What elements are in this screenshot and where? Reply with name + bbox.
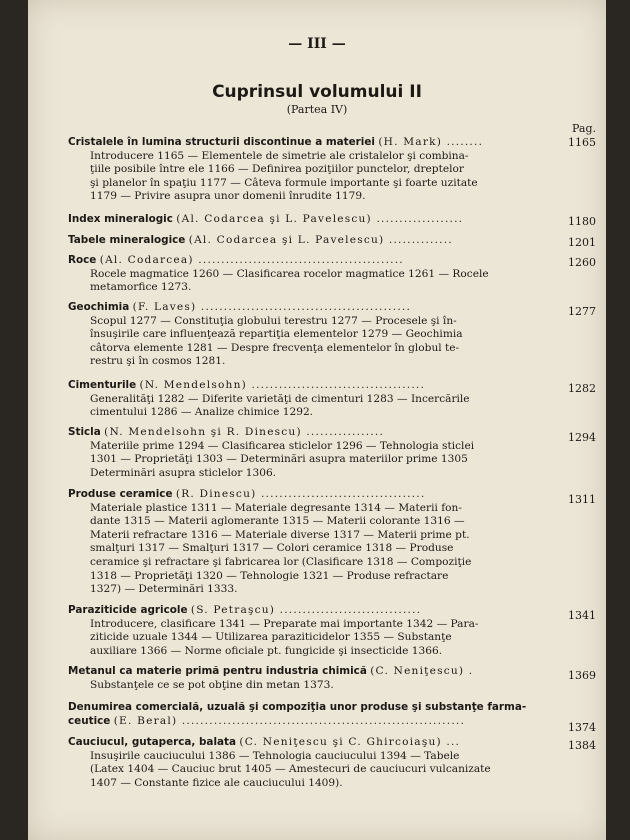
entry-detail-line: auxiliare 1366 — Norme oficiale pt. fungicide şi insecticide 1366.	[90, 644, 443, 657]
entry-detail-line: câtorva elemente 1281 — Despre frecvenţa elementelor în globul te-	[90, 341, 460, 354]
entry-author: (F. Laves) ..............................................	[132, 301, 412, 313]
entry-author: (C. Neniţescu şi C. Ghircoiaşu) ...	[239, 736, 461, 748]
contents-title: Cuprinsul volumului II	[212, 82, 422, 102]
entry-detail-line: Rocele magmatice 1260 — Clasificarea rocelor magmatice 1261 — Rocele	[90, 267, 489, 280]
entry-detail-line: Introducere 1165 — Elementele de simetrie ale cristalelor şi combina-	[90, 149, 469, 162]
entry-detail-line: Scopul 1277 — Constituţia globului terestru 1277 — Procesele şi în-	[90, 314, 457, 327]
entry-detail-line: Generalităţi 1282 — Diferite varietăţi de cimenturi 1283 — Incercările	[90, 392, 470, 405]
book-page	[28, 0, 606, 840]
entry-title-continuation: ceutice	[68, 714, 111, 727]
entry-author: (Al. Codarcea) .............................................	[99, 254, 404, 266]
entry-page-number: 1374	[568, 721, 596, 734]
entry-detail-line: Materiale plastice 1311 — Materiale degresante 1314 — Materii fon-	[90, 501, 462, 514]
entry-author: (N. Mendelsohn şi R. Dinescu) .................	[104, 426, 385, 438]
entry-author: (N. Mendelsohn) ......................................	[139, 379, 426, 391]
toc-entry-cauciucul	[68, 736, 538, 790]
toc-entry-index-mineralogic	[68, 213, 538, 227]
toc-entry-tabele-mineralogice	[68, 234, 538, 248]
entry-detail-line: şi planelor în spaţiu 1177 — Câteva formule importante şi foarte uzitate	[90, 176, 478, 189]
entry-detail-line: 1318 — Proprietăţi 1320 — Tehnologie 1321 — Produse refractare	[90, 569, 449, 582]
entry-detail-line: Materiile prime 1294 — Clasificarea sticlelor 1296 — Tehnologia sticlei	[90, 439, 475, 452]
entry-author: (E. Beral) ..............................................................	[113, 714, 466, 727]
toc-entry-cimenturile	[68, 379, 538, 420]
toc-entry-paraziticide	[68, 604, 538, 658]
entry-detail-line: Insuşirile cauciucului 1386 — Tehnologia cauciucului 1394 — Tabele	[90, 749, 460, 762]
entry-detail-line: 1179 — Privire asupra unor domenii înrudite 1179.	[90, 190, 366, 203]
entry-title: Produse ceramice	[68, 488, 173, 500]
entry-detail-line: 1327) — Determinări 1333.	[90, 583, 238, 596]
page-number: — III —	[288, 36, 346, 52]
entry-title: Denumirea comercială, uzuală şi compoziţia unor produse şi substanţe farma-	[68, 701, 527, 713]
entry-title: Tabele mineralogice	[68, 234, 186, 246]
entry-title: Metanul ca materie primă pentru industria chimică	[68, 665, 367, 677]
entry-author: (Al. Codarcea şi L. Pavelescu) ..............	[188, 234, 453, 246]
entry-page-number: 1277	[568, 305, 596, 318]
entry-author: (R. Dinescu) ....................................	[175, 488, 426, 500]
toc-entry-cristalele	[68, 136, 538, 204]
entry-author: (H. Mark) ........	[378, 136, 484, 148]
entry-detail-line: cimentului 1286 — Analize chimice 1292.	[90, 406, 314, 419]
entry-page-number: 1260	[568, 256, 596, 269]
entry-page-number: 1165	[568, 136, 596, 149]
entry-title: Cristalele în lumina structurii discontinue a materiei	[68, 136, 375, 148]
entry-detail-line: însuşirile care influenţează repartiţia elementelor 1279 — Geochimia	[90, 328, 463, 341]
entry-title: Roce	[68, 254, 97, 266]
entry-author: (Al. Codarcea şi L. Pavelescu) ...................	[176, 213, 464, 225]
entry-page-number: 1369	[568, 669, 596, 682]
entry-author: (S. Petraşcu) ...............................	[190, 604, 422, 616]
entry-title: Index mineralogic	[68, 213, 173, 225]
entry-page-number: 1384	[568, 739, 596, 752]
entry-detail-line: ţiile posibile între ele 1166 — Definirea poziţiilor punctelor, dreptelor	[90, 163, 464, 176]
toc-entry-sticla	[68, 426, 538, 480]
toc-entry-roce	[68, 254, 538, 295]
entry-detail-line: ceramice şi refractare şi fabricarea lor (Clasificare 1318 — Compoziţie	[90, 555, 472, 568]
page-column-label: Pag.	[571, 122, 596, 135]
entry-detail-line: Substanţele ce se pot obţine din metan 1373.	[90, 678, 334, 691]
entry-detail-line: Materii refractare 1316 — Materiale diverse 1317 — Materii prime pt.	[90, 528, 470, 541]
entry-page-number: 1180	[568, 215, 596, 228]
entry-title: Cauciucul, gutaperca, balata	[68, 736, 236, 748]
entry-title: Sticla	[68, 426, 101, 438]
entry-detail-line: 1407 — Constante fizice ale cauciucului 1409).	[90, 776, 343, 789]
entry-detail-line: metamorfice 1273.	[90, 281, 192, 294]
entry-page-number: 1201	[568, 236, 596, 249]
entry-title: Geochimia	[68, 301, 130, 313]
contents-subtitle: (Partea IV)	[286, 103, 348, 116]
entry-page-number: 1311	[568, 493, 596, 506]
entry-page-number: 1341	[568, 609, 596, 622]
entry-title: Paraziticide agricole	[68, 604, 188, 616]
toc-entry-metanul	[68, 665, 538, 692]
entry-author: (C. Neniţescu) .	[370, 665, 474, 677]
entry-detail-line: dante 1315 — Materii aglomerante 1315 — Materii colorante 1316 —	[90, 515, 465, 528]
entry-page-number: 1282	[568, 382, 596, 395]
entry-detail-line: Determinări asupra sticlelor 1306.	[90, 466, 277, 479]
entry-detail-line: Introducere, clasificare 1341 — Preparate mai importante 1342 — Para-	[90, 617, 479, 630]
entry-detail-line: ziticide uzuale 1344 — Utilizarea paraziticidelor 1355 — Substanţe	[90, 631, 452, 644]
toc-entry-denumirea	[68, 701, 538, 728]
entry-title: Cimenturile	[68, 379, 137, 391]
entry-detail-line: smalţuri 1317 — Smalţuri 1317 — Colori ceramice 1318 — Produse	[90, 542, 454, 555]
toc-entry-produse-ceramice	[68, 488, 538, 597]
entry-detail-line: 1301 — Proprietăţi 1303 — Determinări asupra materiilor prime 1305	[90, 453, 468, 466]
entry-detail-line: restru şi în cosmos 1281.	[90, 355, 226, 368]
entry-detail-line: (Latex 1404 — Cauciuc brut 1405 — Amestecuri de cauciucuri vulcanizate	[90, 763, 491, 776]
toc-entry-geochimia	[68, 301, 538, 369]
entry-page-number: 1294	[568, 431, 596, 444]
